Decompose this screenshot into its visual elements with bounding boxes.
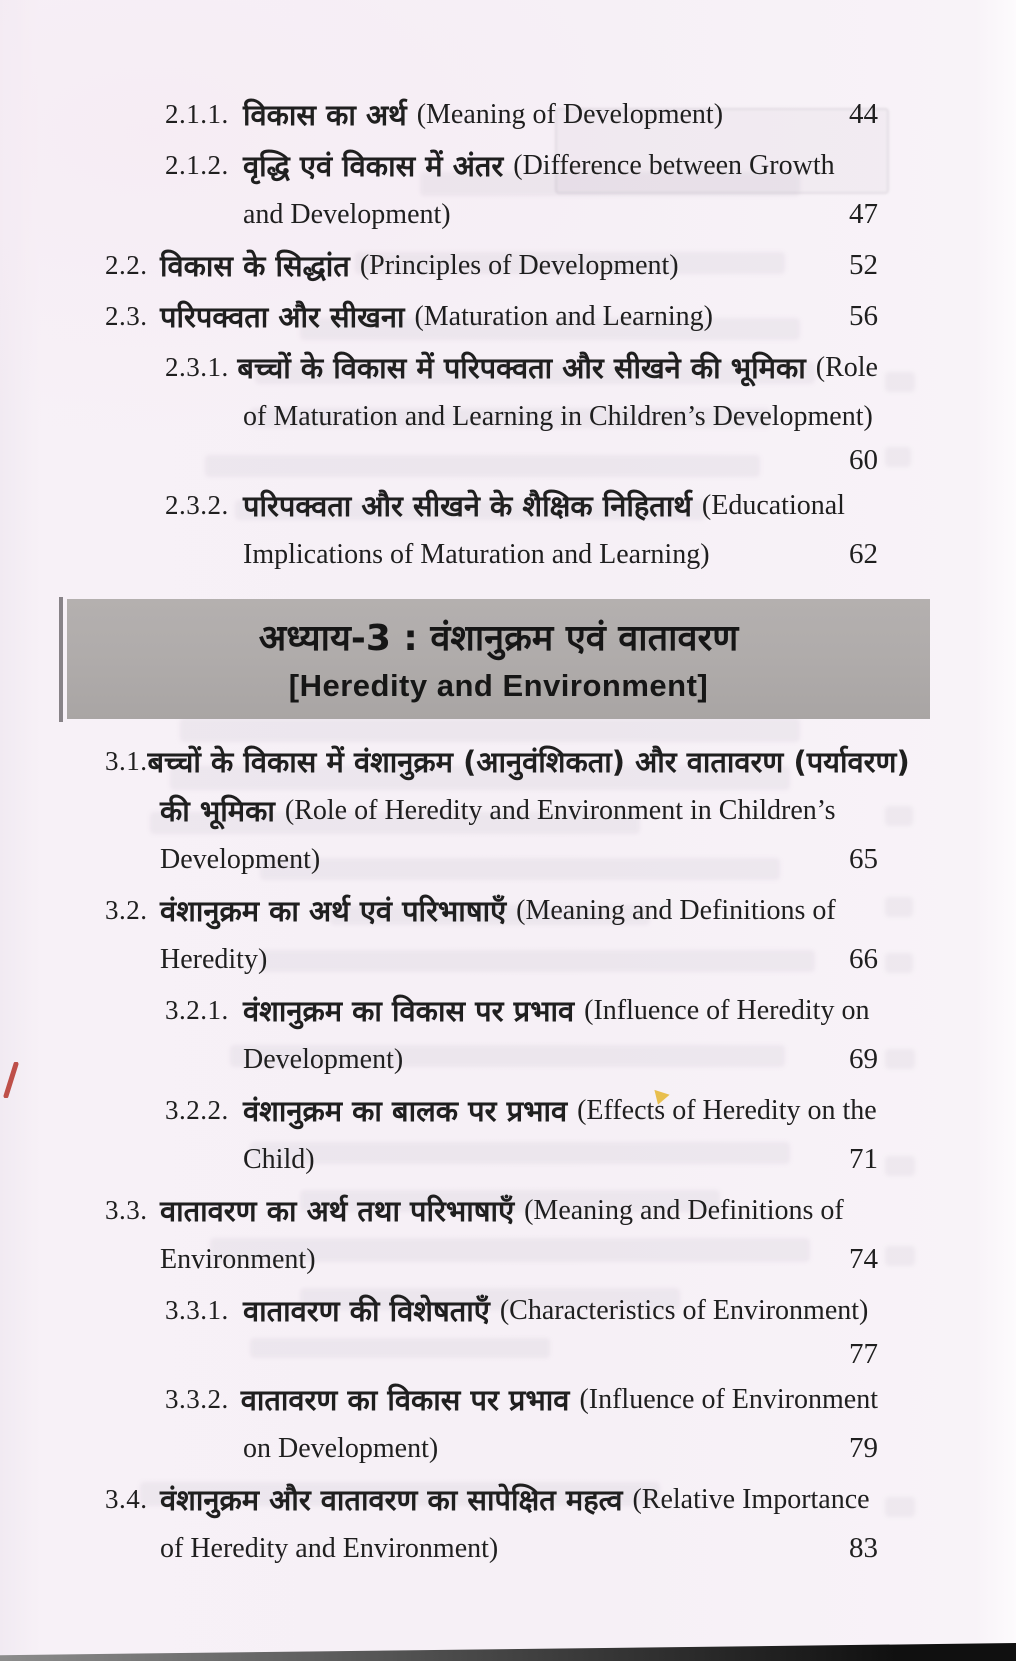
toc-line [105,786,878,835]
toc-line [105,1475,878,1524]
entry-page-number: 47 [849,198,878,230]
toc-section-chapter-2 [105,90,878,579]
toc-line [105,886,878,935]
bleed-through-smudge [885,372,915,392]
entry-hindi-text: विकास का अर्थ [243,98,407,132]
entry-page-number: 52 [849,249,878,281]
toc-line [105,90,878,139]
entry-page-number: 71 [849,1143,878,1175]
toc-line [105,190,878,239]
toc-line [105,343,878,392]
entry-number: 2.2. [105,250,148,280]
toc-line [105,1035,878,1084]
entry-number: 3.2.1. [165,995,229,1025]
toc-line [105,1286,878,1335]
bleed-through-smudge [885,953,913,973]
toc-line [105,935,878,984]
toc-section-chapter-3 [105,737,910,1573]
entry-page-number: 65 [849,843,878,875]
entry-english-text: of Heredity and Environment) [160,1532,499,1564]
entry-page-number: 56 [849,300,878,332]
entry-hindi-text: की भूमिका [160,794,275,828]
entry-page-number: 69 [849,1043,878,1075]
bleed-through-smudge [885,897,913,917]
table-of-contents [105,88,910,1573]
toc-line [105,1186,878,1235]
toc-line [105,441,878,479]
entry-english-text: on Development) [243,1432,439,1464]
entry-english-text: and Development) [243,198,451,230]
entry-hindi-text: वंशानुक्रम का बालक पर प्रभाव [243,1094,568,1128]
bleed-through-smudge [885,1049,915,1069]
entry-number: 3.1. [105,746,148,776]
toc-line [105,1335,878,1373]
toc-line [105,1375,878,1424]
bleed-through-smudge [885,806,913,826]
entry-english-text: (Maturation and Learning) [414,300,714,332]
entry-english-text: Development) [160,843,321,875]
toc-line [105,530,878,579]
entry-number: 2.3. [105,301,148,331]
entry-page-number: 79 [849,1432,878,1464]
entry-number: 3.4. [105,1484,148,1514]
entry-english-text: Environment) [160,1243,316,1275]
bleed-through-smudge [885,1156,915,1176]
toc-line [105,1135,878,1184]
entry-english-text: Implications of Maturation and Learning) [243,538,710,570]
entry-english-text: (Difference between Growth [513,149,835,181]
toc-line [105,141,878,190]
bleed-through-smudge [885,1246,915,1266]
toc-line [105,481,878,530]
entry-english-text: (Role [815,351,878,383]
toc-line [105,737,910,786]
entry-hindi-text: वातावरण का विकास पर प्रभाव [240,1383,570,1417]
chapter-title-english: [Heredity and Environment] [288,668,709,703]
entry-number: 3.3.1. [165,1295,229,1325]
entry-english-text: (Principles of Development) [359,249,679,281]
toc-line [105,292,878,341]
bleed-through-smudge [885,1497,915,1517]
entry-english-text: (Educational [701,489,845,521]
entry-page-number: 60 [849,443,878,476]
toc-line [105,1424,878,1473]
entry-english-text: (Meaning and Definitions of [516,894,836,926]
entry-number: 2.3.2. [165,490,229,520]
entry-hindi-text: वंशानुक्रम का अर्थ एवं परिभाषाएँ [160,894,507,928]
entry-english-text: Development) [243,1043,404,1075]
entry-hindi-text: वृद्धि एवं विकास में अंतर [243,149,504,183]
entry-page-number: 74 [849,1243,878,1275]
entry-page-number: 83 [849,1532,878,1564]
entry-english-text: (Characteristics of Environment) [499,1294,869,1326]
entry-english-text: Heredity) [160,943,268,975]
entry-english-text: (Influence of Environment [579,1383,878,1415]
entry-number: 2.1.2. [165,150,229,180]
toc-line [105,1235,878,1284]
entry-hindi-text: वातावरण की विशेषताएँ [243,1294,490,1328]
entry-hindi-text: बच्चों के विकास में परिपक्वता और सीखने की भूमिका [237,351,806,385]
entry-english-text: (Effects of Heredity on the [577,1094,877,1126]
entry-english-text: Child) [243,1143,315,1175]
entry-page-number: 77 [849,1337,878,1370]
entry-page-number: 44 [849,98,878,130]
entry-hindi-text: बच्चों के विकास में वंशानुक्रम (आनुवंशिकता) और वातावरण (पर्यावरण) [147,745,910,779]
entry-hindi-text: विकास के सिद्धांत [160,249,350,283]
toc-line [105,392,878,441]
entry-english-text: (Role of Heredity and Environment in Children’s [284,794,836,826]
entry-english-text: (Meaning and Definitions of [524,1194,844,1226]
bleed-through-smudge [885,447,911,467]
entry-page-number: 66 [849,943,878,975]
entry-english-text: (Meaning of Development) [416,98,724,130]
entry-hindi-text: वंशानुक्रम का विकास पर प्रभाव [243,994,575,1028]
entry-number: 3.3. [105,1195,148,1225]
toc-line [105,1524,878,1573]
toc-line [105,241,878,290]
entry-number: 3.3.2. [165,1384,229,1414]
entry-hindi-text: परिपक्वता और सीखने के शैक्षिक निहितार्थ [243,489,692,523]
entry-english-text: of Maturation and Learning in Children’s Development) [243,400,873,432]
chapter-heading-banner [67,599,930,719]
toc-line [105,986,878,1035]
entry-number: 2.1.1. [165,99,229,129]
toc-line [105,835,878,884]
entry-number: 2.3.1. [165,352,229,382]
entry-hindi-text: परिपक्वता और सीखना [160,300,405,334]
toc-line [105,1086,878,1135]
entry-page-number: 62 [849,538,878,570]
entry-number: 3.2.2. [165,1095,229,1125]
red-pen-mark [2,1062,20,1098]
entry-hindi-text: वातावरण का अर्थ तथा परिभाषाएँ [160,1194,515,1228]
entry-number: 3.2. [105,895,148,925]
entry-english-text: (Influence of Heredity on [584,994,870,1026]
chapter-title-hindi: अध्याय-3 : वंशानुक्रम एवं वातावरण [258,618,739,659]
entry-english-text: (Relative Importance [632,1483,870,1515]
entry-hindi-text: वंशानुक्रम और वातावरण का सापेक्षित महत्व [160,1483,623,1517]
